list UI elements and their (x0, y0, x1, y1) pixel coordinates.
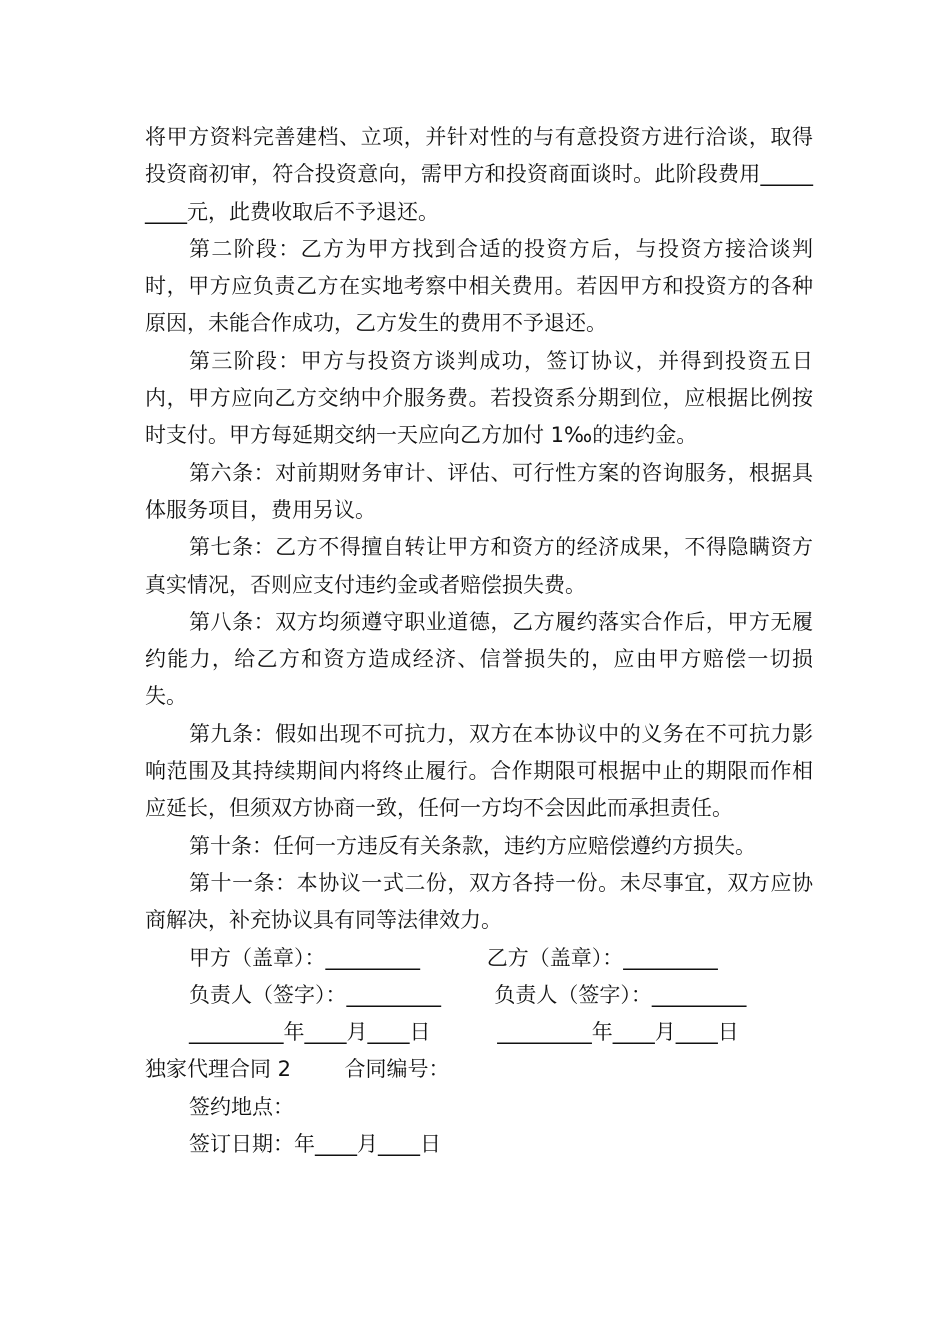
signature-date-line: _________年____月____日 _________年____月____日 (189, 1020, 739, 1045)
paragraph-stage-one-tail: 将甲方资料完善建档、立项，并针对性的与有意投资方进行洽谈，取得投资商初审，符合投资意向，需甲方和投资商面谈时。此阶段费用_________元，此费收取后不予退还。 (145, 125, 813, 224)
paragraph-article-seven: 第七条：乙方不得擅自转让甲方和资方的经济成果，不得隐瞒资方真实情况，否则应支付违约金或者赔偿损失费。 (145, 535, 813, 597)
paragraph-stage-three: 第三阶段：甲方与投资方谈判成功，签订协议，并得到投资五日内，甲方应向乙方交纳中介服务费。若投资系分期到位，应根据比例按时支付。甲方每延期交纳一天应向乙方加付 1‰的违约金。 (145, 348, 813, 448)
signing-place-line: 签约地点： (189, 1094, 294, 1119)
signing-date-line: 签订日期：年____月____日 (189, 1132, 441, 1157)
signature-person-line: 负责人（签字）：_________ 负责人（签字）：_________ (189, 982, 747, 1007)
paragraph-article-six: 第六条：对前期财务审计、评估、可行性方案的咨询服务，根据具体服务项目，费用另议。 (145, 460, 813, 522)
paragraph-stage-two: 第二阶段：乙方为甲方找到合适的投资方后，与投资方接洽谈判时，甲方应负责乙方在实地考察中相关费用。若因甲方和投资方的各种原因，未能合作成功，乙方发生的费用不予退还。 (145, 236, 813, 336)
document-page (145, 119, 813, 1163)
paragraph-article-eight: 第八条：双方均须遵守职业道德，乙方履约落实合作后，甲方无履约能力，给乙方和资方造成经济、信誉损失的，应由甲方赔偿一切损失。 (145, 609, 813, 709)
paragraph-article-eleven: 第十一条：本协议一式二份，双方各持一份。未尽事宜，双方应协商解决，补充协议具有同等法律效力。 (145, 870, 813, 933)
contract-title-line: 独家代理合同 2 合同编号： (145, 1057, 450, 1082)
paragraph-article-nine: 第九条：假如出现不可抗力，双方在本协议中的义务在不可抗力影响范围及其持续期间内将终止履行。合作期限可根据中止的期限而作相应延长，但须双方协商一致，任何一方均不会因此而承担责任。 (145, 721, 813, 821)
signature-seal-line: 甲方（盖章）：_________ 乙方（盖章）：_________ (189, 945, 718, 970)
paragraph-article-ten: 第十条：任何一方违反有关条款，违约方应赔偿遵约方损失。 (189, 833, 756, 858)
